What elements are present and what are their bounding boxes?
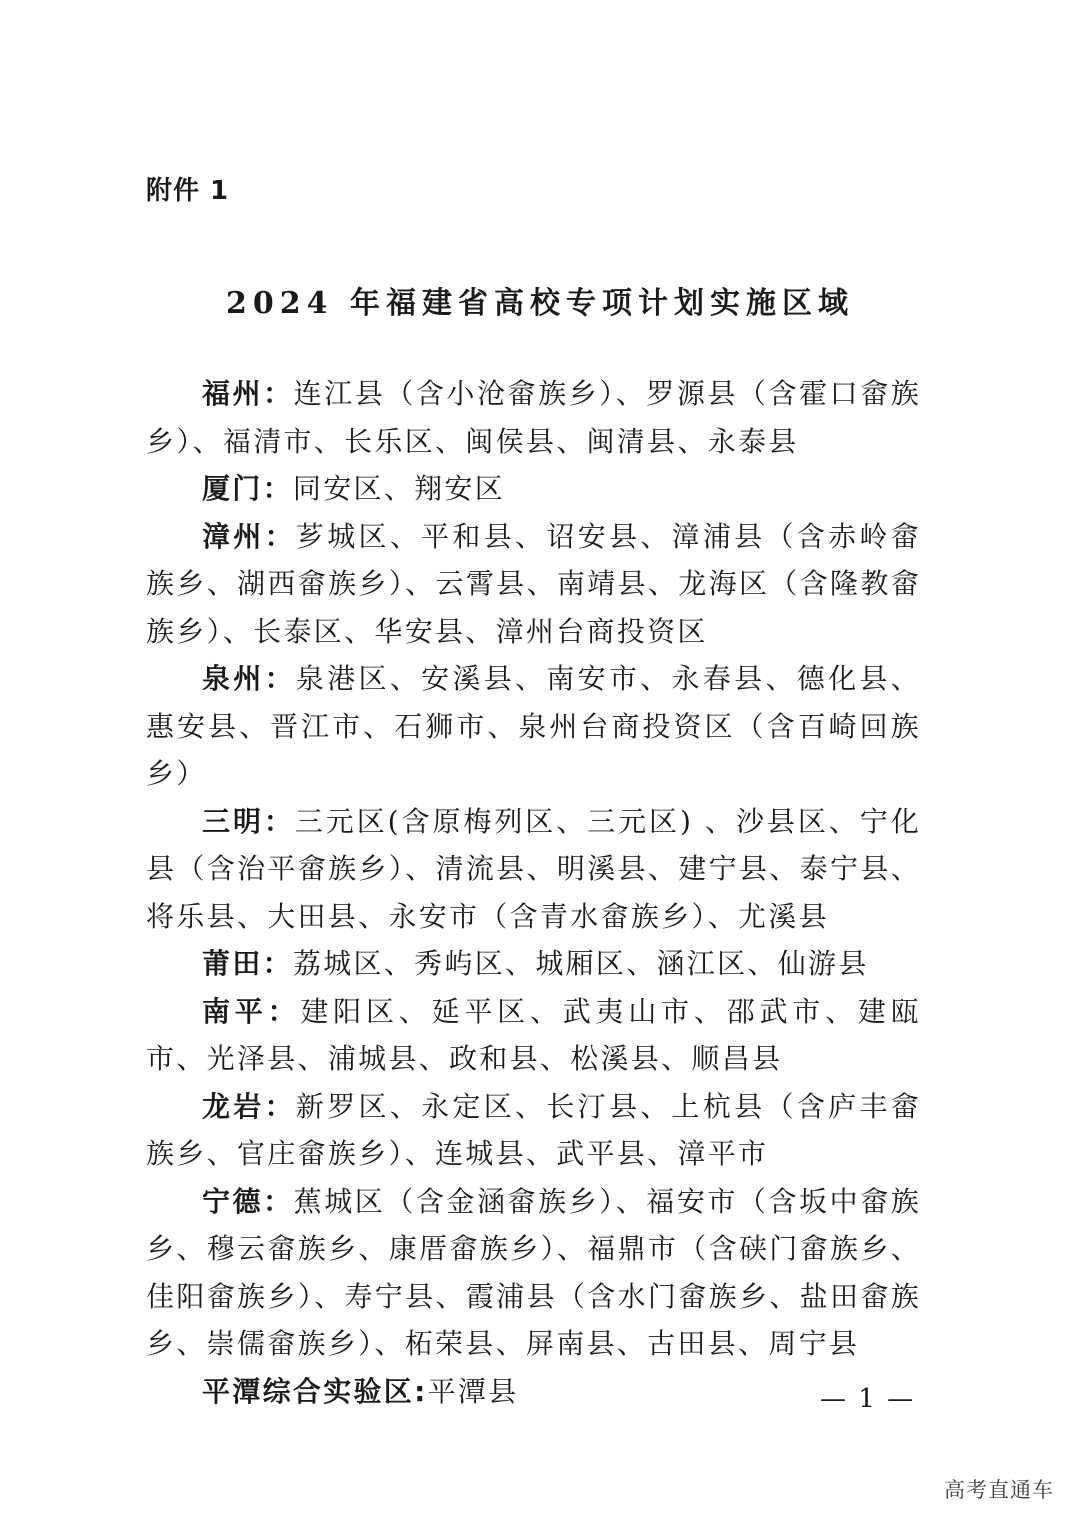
region-areas: 荔城区、秀屿区、城厢区、涵江区、仙游县 (292, 947, 869, 980)
region-areas: 连江县（含小沧畲族乡）、罗源县（含霍口畲族乡）、福清市、长乐区、闽侯县、闽清县、永泰县 (146, 377, 921, 458)
region-name: 三明： (202, 804, 295, 838)
watermark: 高考直通车 (944, 1478, 1054, 1502)
region-paragraph (146, 370, 921, 465)
region-name: 泉州： (202, 662, 296, 695)
region-name: 漳州： (202, 519, 296, 553)
region-paragraph (146, 798, 921, 941)
region-paragraph (146, 1178, 921, 1368)
region-paragraph (146, 655, 921, 798)
region-paragraph (146, 465, 921, 513)
region-paragraph (146, 513, 921, 656)
region-paragraph (146, 940, 921, 988)
region-name: 莆田： (202, 947, 293, 980)
region-name: 龙岩： (202, 1089, 296, 1123)
page-number: — 1 — (820, 1384, 916, 1414)
region-areas: 建阳区、延平区、武夷山市、邵武市、建瓯市、光泽县、浦城县、政和县、松溪县、顺昌县 (146, 994, 921, 1075)
attachment-label: 附件 1 (146, 176, 230, 206)
region-areas: 同安区、翔安区 (292, 472, 506, 505)
region-areas: 芗城区、平和县、诏安县、漳浦县（含赤岭畲族乡、湖西畲族乡）、云霄县、南靖县、龙海区（含隆教畲族乡）、长泰区、华安县、漳州台商投资区 (146, 519, 921, 648)
region-name: 福州： (202, 377, 294, 410)
document-title: 2024 年福建省高校专项计划实施区域 (226, 286, 854, 321)
region-areas: 泉港区、安溪县、南安市、永春县、德化县、惠安县、晋江市、石狮市、泉州台商投资区（含百崎回族乡） (146, 662, 921, 790)
region-paragraph (146, 988, 921, 1083)
region-areas: 三元区(含原梅列区、三元区) 、沙县区、宁化县（含治平畲族乡）、清流县、明溪县、建宁县、泰宁县、将乐县、大田县、永安市（含青水畲族乡）、尤溪县 (146, 804, 921, 933)
region-areas: 平潭县 (427, 1374, 519, 1408)
region-name: 宁德： (202, 1184, 294, 1218)
region-name: 南平： (202, 994, 301, 1028)
region-list (146, 370, 921, 1415)
region-paragraph (146, 1368, 921, 1416)
region-areas: 新罗区、永定区、长汀县、上杭县（含庐丰畲族乡、官庄畲族乡）、连城县、武平县、漳平市 (146, 1089, 921, 1170)
region-paragraph (146, 1083, 921, 1178)
region-name: 平潭综合实验区: (202, 1374, 428, 1408)
region-areas: 蕉城区（含金涵畲族乡）、福安市（含坂中畲族乡、穆云畲族乡、康厝畲族乡）、福鼎市（含硖门畲族乡、佳阳畲族乡）、寿宁县、霞浦县（含水门畲族乡、盐田畲族乡、崇儒畲族乡）、柘荣县、屏南县、古田县、周宁县 (146, 1184, 921, 1360)
region-name: 厦门： (202, 472, 293, 505)
